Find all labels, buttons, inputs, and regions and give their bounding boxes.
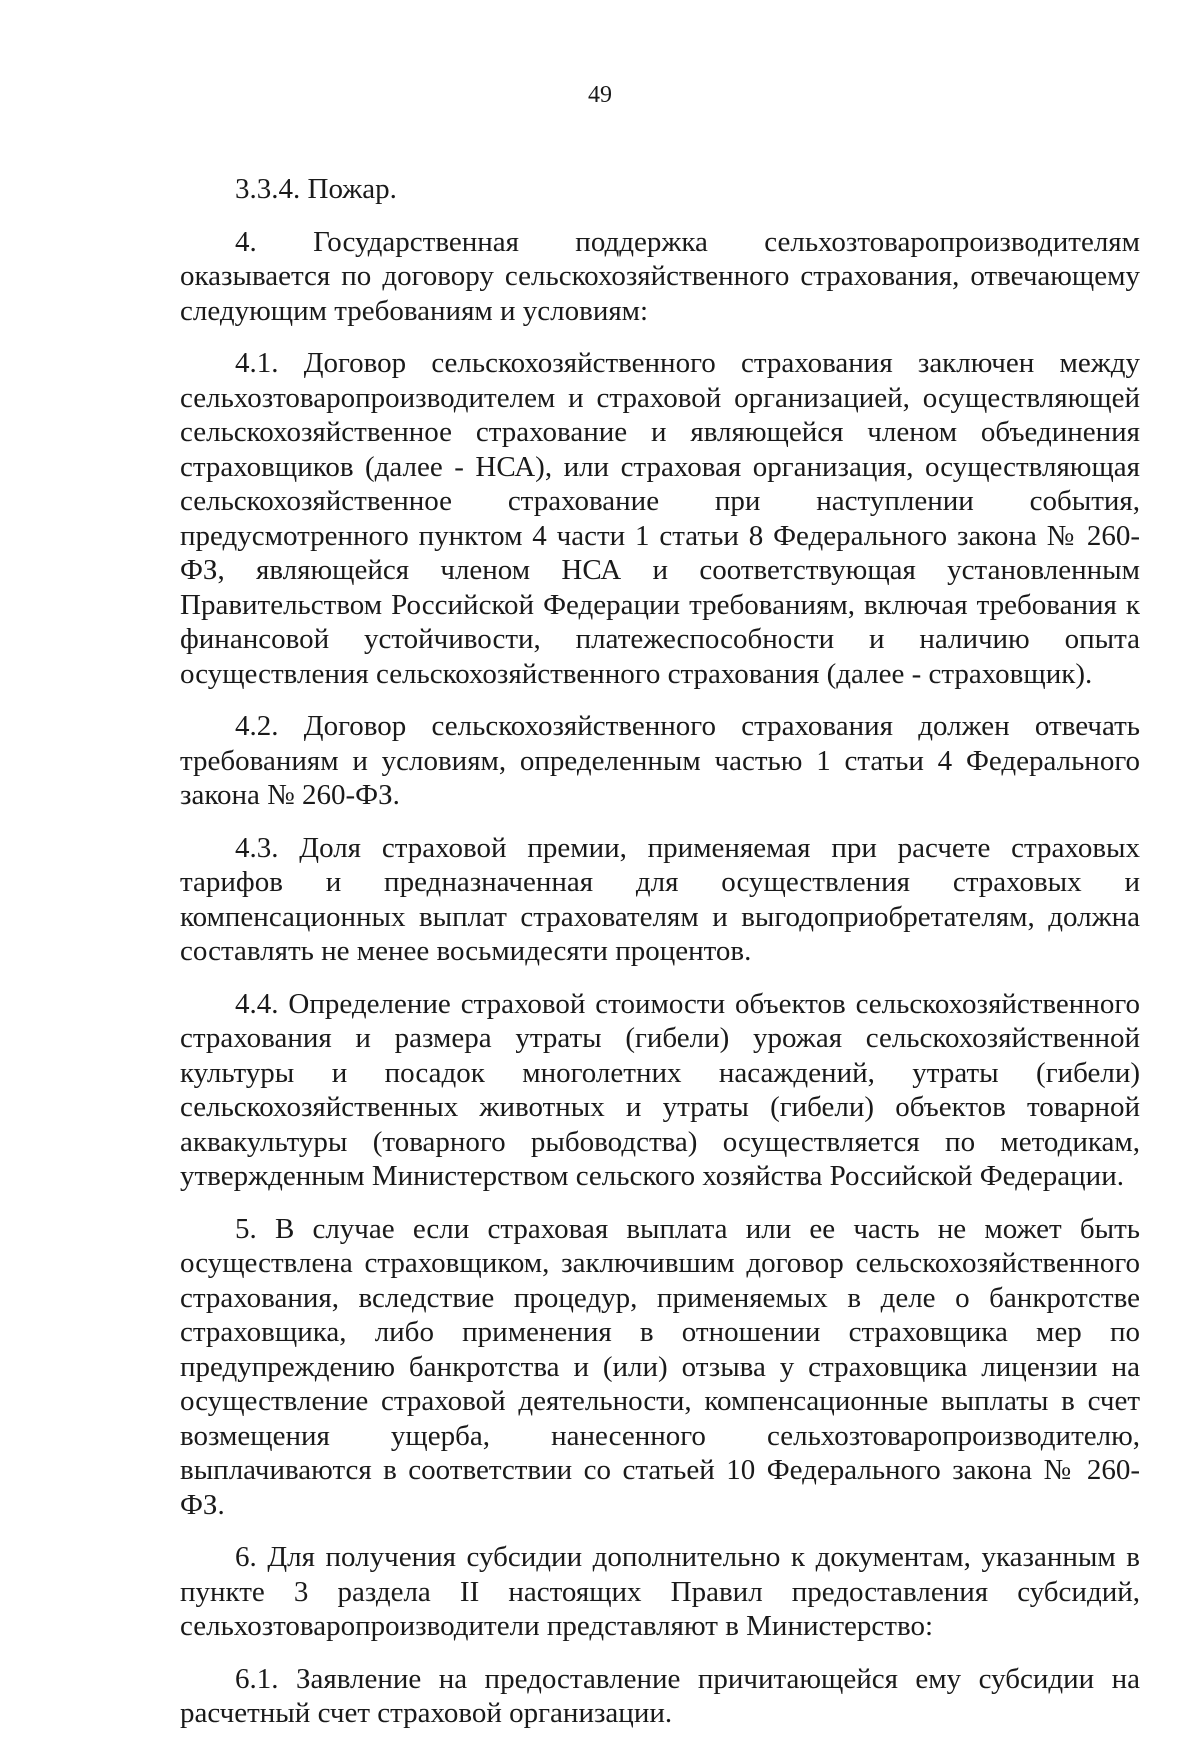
document-body: [180, 172, 1140, 1749]
paragraph-3-3-4: 3.3.4. Пожар.: [235, 173, 397, 205]
paragraph-4-2: 4.2. Договор сельскохозяйственного страхования должен отвечать требованиям и условиям, определенным частью 1 статьи 4 Федерального закона № 260-ФЗ.: [180, 710, 1140, 811]
paragraph-6-1: 6.1. Заявление на предоставление причитающейся ему субсидии на расчетный счет страховой организации.: [180, 1662, 1140, 1729]
paragraph-5: 5. В случае если страховая выплата или ее часть не может быть осуществлена страховщиком, заключившим договор сельскохозяйственного страхования, вследствие процедур, применяемых в деле о банкротстве страховщика, либо применения в отношении страховщика мер по предупреждению банкротства и (или) отзыва у страховщика лицензии на осуществление страховой деятельности, компенсационные выплаты в счет возмещения ущерба, нанесенного сельхозтоваропроизводителю, выплачиваются в соответствии со статьей 10 Федерального закона № 260-ФЗ.: [180, 1212, 1140, 1521]
paragraph-6: 6. Для получения субсидии дополнительно к документам, указанным в пункте 3 раздела II настоящих Правил предоставления субсидий, сельхозтоваропроизводители представляют в Министерство:: [180, 1541, 1140, 1642]
page-number: 49: [588, 82, 612, 108]
paragraph-4-4: 4.4. Определение страховой стоимости объектов сельскохозяйственного страхования и размера утраты (гибели) урожая сельскохозяйственной культуры и посадок многолетних насаждений, утраты (гибели) сельскохозяйственных животных и утраты (гибели) объектов товарной аквакультуры (товарного рыбоводства) осуществляется по методикам, утвержденным Министерством сельского хозяйства Российской Федерации.: [180, 987, 1140, 1192]
paragraph-4: 4. Государственная поддержка сельхозтоваропроизводителям оказывается по договору сельскохозяйственного страхования, отвечающему следующим требованиям и условиям:: [180, 225, 1140, 327]
paragraph-4-1: 4.1. Договор сельскохозяйственного страхования заключен между сельхозтоваропроизводителем и страховой организацией, осуществляющей сельскохозяйственное страхование и являющейся членом объединения страховщиков (далее - НСА), или страховая организация, осуществляющая сельскохозяйственное страхование при наступлении события, предусмотренного пунктом 4 части 1 статьи 8 Федерального закона № 260-ФЗ, являющейся членом НСА и соответствующая установленным Правительством Российской Федерации требованиям, включая требования к финансовой устойчивости, платежеспособности и наличию опыта осуществления сельскохозяйственного страхования (далее - страховщик).: [180, 347, 1140, 690]
paragraph-4-3: 4.3. Доля страховой премии, применяемая при расчете страховых тарифов и предназначенная для осуществления страховых и компенсационных выплат страхователям и выгодоприобретателям, должна составлять не менее восьмидесяти процентов.: [180, 831, 1140, 967]
